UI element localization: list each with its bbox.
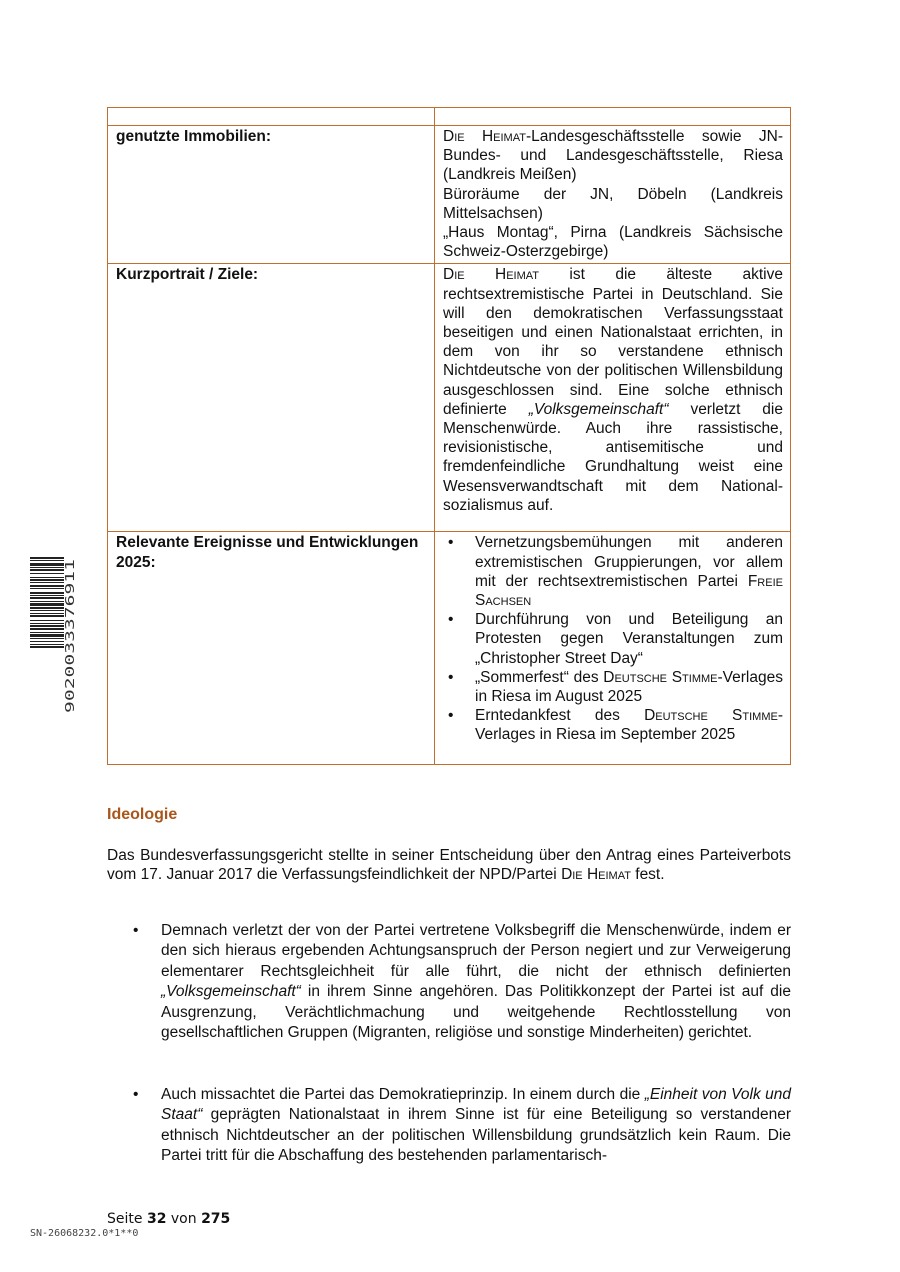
barcode-bar — [30, 597, 64, 599]
row-label-immobilien: genutzte Immobilien: — [108, 126, 435, 264]
barcode-bar — [30, 610, 64, 611]
text: in ihrem Sinne angehören. Das Politikkonzept der Partei ist auf die Ausgrenzung, Verächtlichmachung und weitgehende Rechtlosstellung von gesellschaftlichen Gruppen (Migranten, religiöse und sonstige Minderheiten) gerichtet. — [161, 983, 791, 1042]
text: Seite — [107, 1211, 147, 1227]
text: Vernetzungsbemühungen mit anderen extremistischen Gruppierungen, vor allem mit der rechtsextremistischen Partei — [475, 534, 783, 590]
bullet-icon: • — [133, 1086, 139, 1103]
barcode-bar — [30, 634, 64, 637]
barcode-bar — [30, 607, 64, 609]
publisher-name: Deutsche Stimme — [603, 668, 718, 686]
list-item — [475, 610, 783, 668]
barcode-bar — [30, 620, 64, 621]
bullet-paragraph — [133, 921, 791, 1043]
event-list — [443, 533, 783, 744]
document-code: SN-26068232.0*1**0 — [30, 1228, 139, 1239]
text: Demnach verletzt der von der Partei vertretene Volksbegriff die Menschenwürde, indem er den sich hieraus ergebenden Achtungsanspruch der Person negiert und zur Verweigerung elementarer Rechtsgleichheit für alle führt, die nicht der ethnisch definierten — [161, 922, 791, 980]
text: verletzt die Menschenwürde. Auch ihre rassistische, revisionistische, antisemitische und fremdenfeindliche Grundhaltung weist eine Wesensverwandtschaft mit dem Nationalsozialismus auf. — [443, 400, 783, 514]
row-label-kurzportrait: Kurzportrait / Ziele: — [108, 264, 435, 532]
text: Erntedankfest des — [475, 707, 645, 725]
barcode-bar — [30, 588, 64, 589]
bullet-icon: • — [133, 922, 139, 939]
bullet-paragraph — [133, 1085, 792, 1167]
barcode-bar — [30, 646, 64, 648]
info-table — [107, 107, 791, 765]
row-value-immobilien — [435, 126, 791, 264]
text: Auch missachtet die Partei das Demokratieprinzip. In einem durch die — [161, 1086, 645, 1103]
text: von — [166, 1211, 202, 1227]
barcode-text: 9020033376911 — [63, 619, 77, 713]
row-label-ereignisse: Relevante Ereignisse und Entwicklungen 2025: — [108, 532, 435, 765]
barcode-bar — [30, 560, 64, 561]
barcode-bar — [30, 613, 64, 614]
barcode-bar — [30, 603, 64, 606]
page-footer — [107, 1211, 230, 1227]
barcode-bar — [30, 638, 64, 639]
text: -Verlages in Riesa im August 2025 — [475, 668, 783, 706]
party-name: Die Heimat — [443, 128, 526, 145]
barcode-bar — [30, 625, 64, 627]
party-name: Die Heimat — [561, 866, 631, 884]
text: fest. — [630, 866, 665, 884]
intro-paragraph — [107, 846, 791, 885]
barcode-bar — [30, 573, 64, 574]
table-row — [108, 264, 791, 532]
italic-term: „Volksgemeinschaft“ — [161, 983, 301, 1001]
barcode-bar — [30, 582, 64, 583]
barcode-bar — [30, 557, 64, 559]
barcode-bar — [30, 641, 64, 642]
italic-term: „Volksgemeinschaft“ — [528, 400, 669, 418]
barcode-bar — [30, 585, 64, 587]
table-row — [108, 532, 791, 765]
party-name: Freie Sachsen — [475, 572, 783, 610]
barcode-bar — [30, 577, 64, 578]
barcode-bar — [30, 628, 64, 630]
table-cell — [435, 108, 791, 126]
row-value-ereignisse — [435, 532, 791, 765]
barcode-bar — [30, 569, 64, 571]
italic-term: „Einheit von Volk und Staat“ — [161, 1086, 792, 1124]
text: „Sommerfest“ des — [475, 668, 604, 686]
barcode-bar — [30, 644, 64, 645]
barcode-bar — [30, 595, 64, 596]
barcode-bar — [30, 563, 64, 566]
row-value-kurzportrait — [435, 264, 791, 532]
barcode-bar — [30, 615, 64, 617]
table-row — [108, 108, 791, 126]
page-number: 32 — [146, 1211, 167, 1227]
text: -Verlages in Riesa im September 2025 — [475, 707, 783, 744]
barcode-icon — [30, 555, 77, 715]
list-item — [475, 706, 783, 744]
barcode-bar — [30, 579, 64, 581]
table-row — [108, 126, 791, 264]
text: geprägten Nationalstaat in ihrem Sinne ist für eine Beteiligung so verstandener ethnisch Nichtdeutscher an der politischen Willensbildung grundsätzlich kein Raum. Die Partei tritt für die Abschaffung des bestehenden parlamentarisch- — [161, 1106, 791, 1165]
barcode-bar — [30, 632, 64, 633]
list-item — [475, 533, 783, 610]
section-heading: Ideologie — [107, 806, 178, 823]
barcode-bar — [30, 623, 64, 624]
table-cell — [108, 108, 435, 126]
text: Durchführung von und Beteiligung an Protesten gegen Veranstaltungen zum „Christopher Street Day“ — [475, 611, 783, 667]
publisher-name: Deutsche Stimme — [644, 707, 778, 725]
text: Das Bundesverfassungsgericht stellte in seiner Entscheidung über den Antrag eines Parteiverbots vom 17. Januar 2017 die Verfassungsfeindlichkeit der NPD/Partei — [107, 847, 791, 884]
list-item — [475, 668, 783, 706]
text: Büroräume der JN, Döbeln (Landkreis Mittelsachsen) — [443, 185, 783, 222]
text: -Landesgeschäftsstelle sowie JN-Bundes- und Landesgeschäftsstelle, Riesa (Landkreis Meißen) — [443, 128, 784, 184]
barcode-bar — [30, 601, 64, 602]
text: „Haus Montag“, Pirna (Landkreis Sächsische Schweiz-Osterzgebirge) — [443, 224, 783, 261]
page-total: 275 — [201, 1211, 231, 1227]
text: ist die älteste aktive rechtsextremistische Partei in Deutschland. Sie will den demokratischen Verfassungsstaat beseitigen und einen Nationalstaat errichten, in dem von ihr so verstandene ethnisch Nichtdeutsche von der politischen Willensbildung ausgeschlossen sind. Eine solche ethnisch definierte — [443, 266, 783, 418]
barcode-bar — [30, 567, 64, 568]
barcode-bar — [30, 592, 64, 594]
party-name: Die Heimat — [443, 266, 539, 284]
